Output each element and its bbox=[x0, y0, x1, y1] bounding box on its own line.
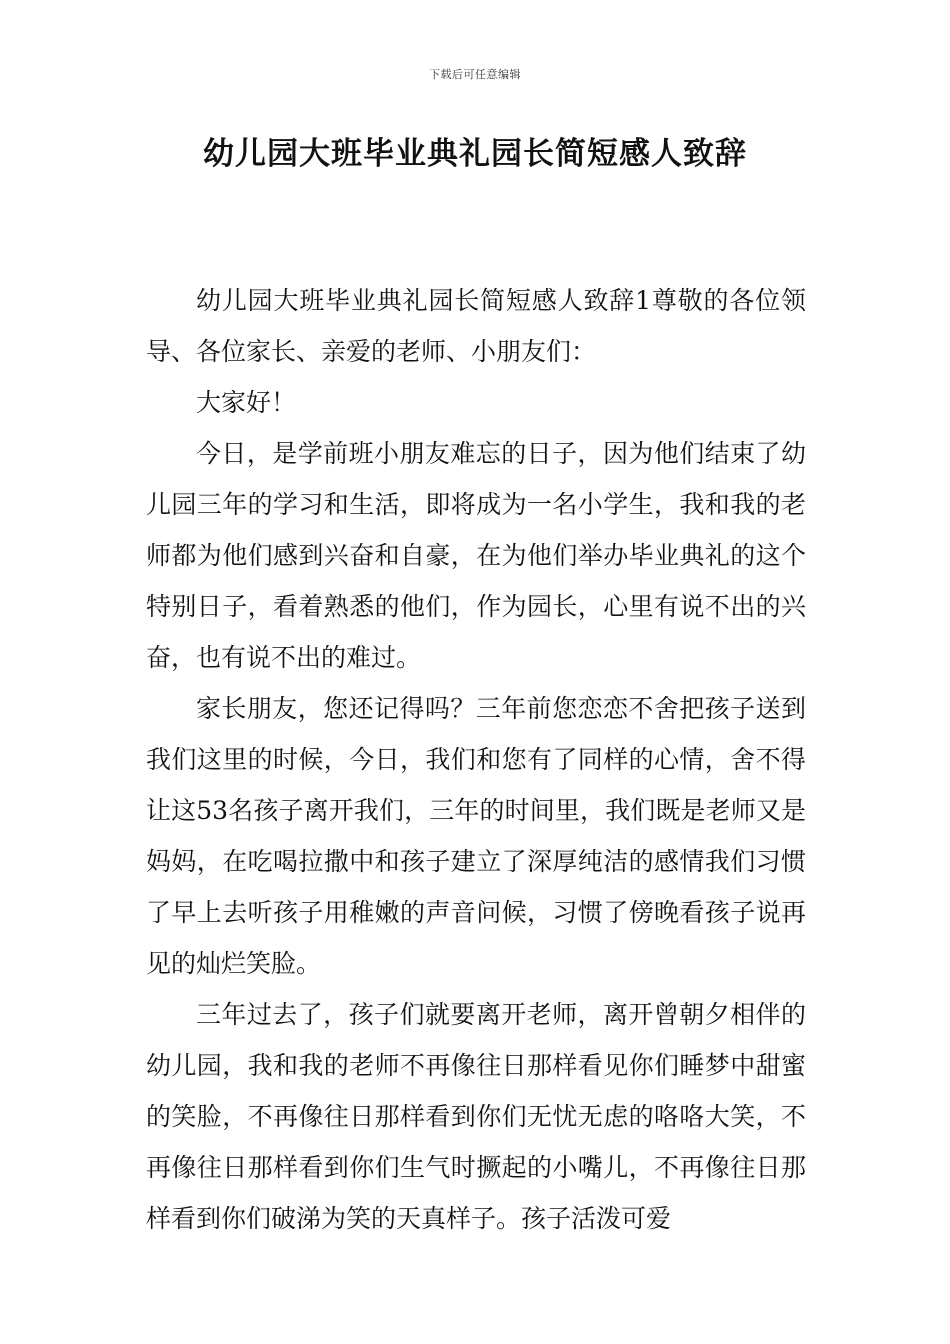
document-body bbox=[146, 275, 806, 1244]
document-title: 幼儿园大班毕业典礼园长简短感人致辞 bbox=[203, 136, 747, 172]
paragraph-parents: 家长朋友，您还记得吗？三年前您恋恋不舍把孩子送到我们这里的时候，今日，我们和您有了同样的心情，舍不得让这53名孩子离开我们，三年的时间里，我们既是老师又是妈妈，在吃喝拉撒中和孩子建立了深厚纯洁的感情我们习惯了早上去听孩子用稚嫩的声音问候，习惯了傍晚看孩子说再见的灿烂笑脸。 bbox=[146, 694, 806, 978]
paragraph-three-years: 三年过去了，孩子们就要离开老师，离开曾朝夕相伴的幼儿园，我和我的老师不再像往日那样看见你们睡梦中甜蜜的笑脸，不再像往日那样看到你们无忧无虑的咯咯大笑，不再像往日那样看到你们生气时撅起的小嘴儿，不再像往日那样看到你们破涕为笑的天真样子。孩子活泼可爱 bbox=[146, 1000, 806, 1233]
paragraph-salutation: 幼儿园大班毕业典礼园长简短感人致辞1尊敬的各位领导、各位家长、亲爱的老师、小朋友们： bbox=[146, 286, 806, 366]
paragraph-greeting: 大家好！ bbox=[196, 388, 297, 417]
paragraph-today: 今日，是学前班小朋友难忘的日子，因为他们结束了幼儿园三年的学习和生活，即将成为一名小学生，我和我的老师都为他们感到兴奋和自豪，在为他们举办毕业典礼的这个特别日子，看着熟悉的他们，作为园长，心里有说不出的兴奋，也有说不出的难过。 bbox=[146, 439, 806, 672]
header-note: 下载后可任意编辑 bbox=[429, 68, 521, 81]
